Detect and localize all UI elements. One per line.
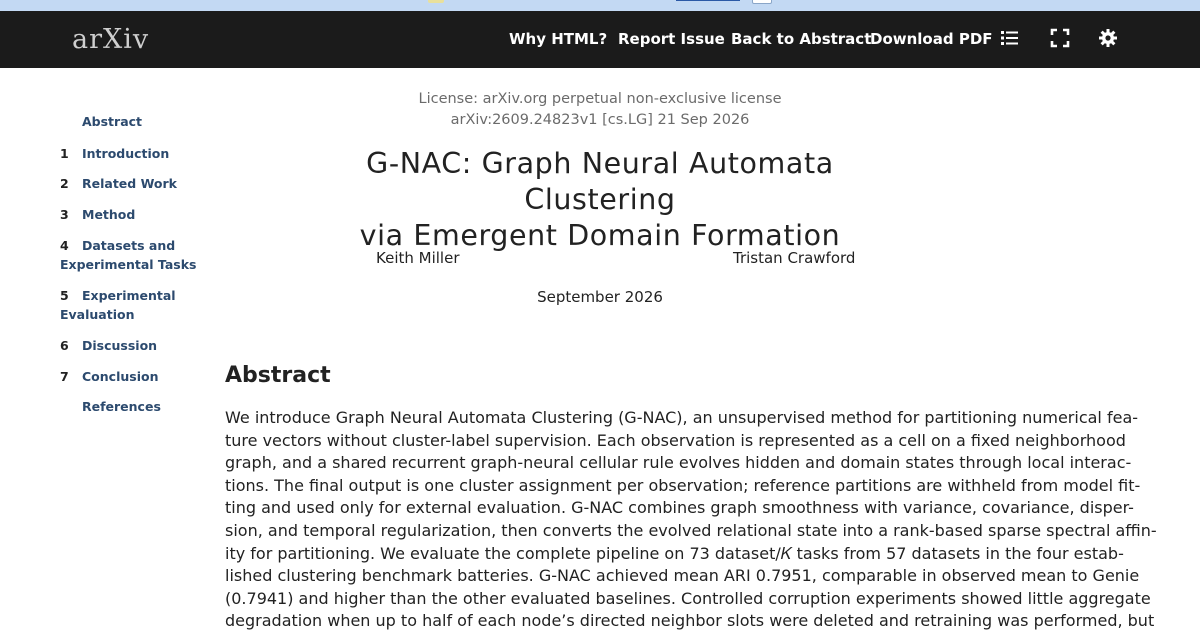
- fullscreen-icon[interactable]: [1049, 27, 1071, 49]
- license-line: License: arXiv.org perpetual non-exclusive license: [418, 91, 782, 107]
- abstract-line: lished clustering benchmark batteries. G-NAC achieved mean ARI 0.7951, comparable in observed mean to Genie: [225, 566, 1140, 586]
- toc-number: 1: [60, 146, 69, 161]
- top-banner-strip: [0, 0, 1200, 11]
- paper-title: [300, 146, 900, 254]
- abstract-line: ting and used only for external evaluation. G-NAC combines graph smoothness with variance, covariance, disper-: [225, 498, 1134, 518]
- toc-item-related-work[interactable]: [60, 174, 200, 193]
- toc-label: Experimental: [82, 288, 176, 303]
- toc-item-conclusion[interactable]: [60, 367, 200, 386]
- toc-label: Datasets and: [82, 238, 176, 253]
- toc-label: References: [82, 399, 161, 414]
- toc-label-continued: Experimental Tasks: [60, 257, 197, 272]
- abstract-heading: Abstract: [225, 363, 331, 388]
- download-pdf-link[interactable]: Download PDF: [870, 30, 993, 48]
- abstract-line: We introduce Graph Neural Automata Clustering (G-NAC), an unsupervised method for partitioning numerical fea-: [225, 408, 1139, 427]
- toc-label: Discussion: [82, 338, 158, 353]
- arxiv-logo[interactable]: [72, 24, 149, 55]
- why-html-link[interactable]: Why HTML?: [509, 30, 608, 48]
- banner-icon: [428, 0, 444, 3]
- top-navbar: [0, 11, 1200, 68]
- toc-item-datasets[interactable]: [60, 236, 200, 274]
- abstract-line: degradation when up to half of each node’s directed neighbor slots were deleted and retraining was performed, but: [225, 611, 1155, 631]
- banner-close-button[interactable]: [752, 0, 772, 4]
- toc-number: 6: [60, 338, 69, 353]
- toc-item-method[interactable]: [60, 205, 200, 224]
- abstract-body: [225, 407, 1157, 633]
- banner-link[interactable]: [676, 0, 740, 1]
- settings-gear-icon[interactable]: [1097, 27, 1119, 49]
- toc-item-introduction[interactable]: [60, 144, 200, 163]
- toc-number: 3: [60, 207, 69, 222]
- toc-number: 2: [60, 176, 69, 191]
- toc-label: Abstract: [82, 114, 143, 129]
- toc-item-references[interactable]: [60, 397, 200, 416]
- abstract-line: ture vectors without cluster-label supervision. Each observation is represented as a cell on a fixed neighborhood: [225, 430, 1126, 450]
- author-tristan-crawford: Tristan Crawford: [733, 249, 856, 267]
- report-issue-link[interactable]: Report Issue: [618, 30, 725, 48]
- toc-item-abstract[interactable]: [60, 112, 200, 131]
- toc-number: 4: [60, 238, 69, 253]
- abstract-line: ity for partitioning. We evaluate the complete pipeline on 73 dataset/𝐾 tasks from 57 datasets in the four estab-: [225, 543, 1124, 563]
- paper-title-line-2: via Emergent Domain Formation: [359, 219, 841, 252]
- arxiv-logo-text: arXiv: [72, 24, 150, 55]
- toc-label: Introduction: [82, 146, 170, 161]
- author-keith-miller: Keith Miller: [376, 249, 460, 267]
- toc-item-discussion[interactable]: [60, 336, 200, 355]
- arxiv-identifier: arXiv:2609.24823v1 [cs.LG] 21 Sep 2026: [450, 112, 750, 128]
- toc-label: Related Work: [82, 176, 177, 191]
- toc-number: 7: [60, 369, 69, 384]
- abstract-line: graph, and a shared recurrent graph-neural cellular rule evolves hidden and domain states through local interac-: [225, 453, 1132, 473]
- toc-number: 5: [60, 288, 69, 303]
- paper-title-line-1: G-NAC: Graph Neural Automata Clustering: [366, 147, 834, 216]
- toc-label: Conclusion: [82, 369, 159, 384]
- toc-label: Method: [82, 207, 136, 222]
- list-icon[interactable]: [999, 27, 1021, 49]
- abstract-line: tions. The final output is one cluster assignment per observation; reference partitions are withheld from model fit-: [225, 475, 1141, 495]
- abstract-line: (0.7941) and higher than the other evaluated baselines. Controlled corruption experiments showed little aggregate: [225, 588, 1151, 608]
- abstract-line: sion, and temporal regularization, then converts the evolved relational state into a rank-based sparse spectral affin-: [225, 520, 1157, 540]
- toc-label-continued: Evaluation: [60, 307, 135, 322]
- back-to-abstract-link[interactable]: Back to Abstract: [731, 30, 872, 48]
- toc-item-experimental-evaluation[interactable]: [60, 286, 200, 324]
- paper-date: September 2026: [537, 288, 663, 306]
